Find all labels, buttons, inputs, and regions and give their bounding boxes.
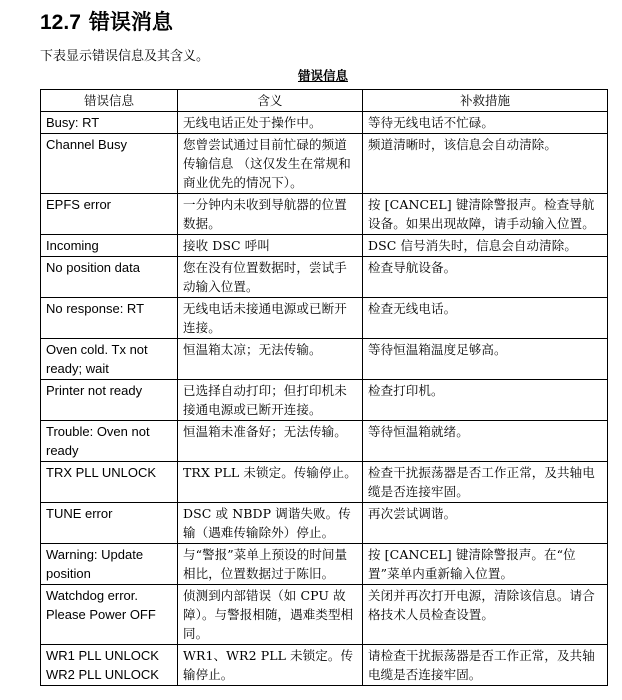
error-message-cell: Warning: Update position xyxy=(41,544,178,585)
meaning-cell: DSC 或 NBDP 调谐失败。传输（遇难传输除外）停止。 xyxy=(178,503,363,544)
section-heading xyxy=(40,6,173,36)
remedy-cell: 检查干扰振荡器是否工作正常，及共轴电缆是否连接牢固。 xyxy=(363,462,608,503)
meaning-cell: 无线电话正处于操作中。 xyxy=(178,112,363,134)
error-message-cell: Channel Busy xyxy=(41,134,178,194)
meaning-cell: 您曾尝试通过目前忙碌的频道传输信息 （这仅发生在常规和商业优先的情况下）。 xyxy=(178,134,363,194)
error-message-cell: WR1 PLL UNLOCK WR2 PLL UNLOCK xyxy=(41,645,178,686)
remedy-cell: 按 [CANCEL] 键清除警报声。检查导航设备。如果出现故障，请手动输入位置。 xyxy=(363,194,608,235)
table-row xyxy=(41,380,608,421)
meaning-cell: 恒温箱未准备好；无法传输。 xyxy=(178,421,363,462)
error-message-cell: TRX PLL UNLOCK xyxy=(41,462,178,503)
table-row xyxy=(41,134,608,194)
table-row xyxy=(41,585,608,645)
table-caption: 错误信息 xyxy=(297,68,348,83)
remedy-cell: DSC 信号消失时，信息会自动清除。 xyxy=(363,235,608,257)
meaning-cell: 一分钟内未收到导航器的位置数据。 xyxy=(178,194,363,235)
meaning-cell: 恒温箱太凉；无法传输。 xyxy=(178,339,363,380)
table-row xyxy=(41,235,608,257)
meaning-cell: 接收 DSC 呼叫 xyxy=(178,235,363,257)
remedy-cell: 等待无线电话不忙碌。 xyxy=(363,112,608,134)
remedy-cell: 等待恒温箱就绪。 xyxy=(363,421,608,462)
error-message-cell: Printer not ready xyxy=(41,380,178,421)
error-message-cell: Trouble: Oven not ready xyxy=(41,421,178,462)
table-row xyxy=(41,462,608,503)
table-row xyxy=(41,194,608,235)
error-message-cell: Incoming xyxy=(41,235,178,257)
remedy-cell: 检查导航设备。 xyxy=(363,257,608,298)
meaning-cell: 与“警报”菜单上预设的时间量相比，位置数据过于陈旧。 xyxy=(178,544,363,585)
meaning-cell: TRX PLL 未锁定。传输停止。 xyxy=(178,462,363,503)
table-row xyxy=(41,112,608,134)
error-message-cell: TUNE error xyxy=(41,503,178,544)
remedy-cell: 再次尝试调谐。 xyxy=(363,503,608,544)
intro-text: 下表显示错误信息及其含义。 xyxy=(40,49,210,64)
error-message-cell: Busy: RT xyxy=(41,112,178,134)
header-message: 错误信息 xyxy=(41,90,178,112)
error-message-cell: No position data xyxy=(41,257,178,298)
remedy-cell: 等待恒温箱温度足够高。 xyxy=(363,339,608,380)
table-row xyxy=(41,339,608,380)
section-number: 12.7 xyxy=(40,11,81,34)
table-row xyxy=(41,298,608,339)
meaning-cell: 已选择自动打印；但打印机未接通电源或已断开连接。 xyxy=(178,380,363,421)
meaning-cell: 您在没有位置数据时，尝试手动输入位置。 xyxy=(178,257,363,298)
remedy-cell: 检查无线电话。 xyxy=(363,298,608,339)
remedy-cell: 检查打印机。 xyxy=(363,380,608,421)
table-row xyxy=(41,544,608,585)
table-header-row xyxy=(41,90,608,112)
error-message-cell: Watchdog error. Please Power OFF xyxy=(41,585,178,645)
header-remedy: 补救措施 xyxy=(363,90,608,112)
section-title: 错误消息 xyxy=(88,11,173,34)
remedy-cell: 请检查干扰振荡器是否工作正常，及共轴电缆是否连接牢固。 xyxy=(363,645,608,686)
table-row xyxy=(41,257,608,298)
remedy-cell: 按 [CANCEL] 键清除警报声。在“位置”菜单内重新输入位置。 xyxy=(363,544,608,585)
meaning-cell: 无线电话未接通电源或已断开连接。 xyxy=(178,298,363,339)
error-message-cell: Oven cold. Tx not ready; wait xyxy=(41,339,178,380)
meaning-cell: WR1、WR2 PLL 未锁定。传输停止。 xyxy=(178,645,363,686)
header-meaning: 含义 xyxy=(178,90,363,112)
error-message-cell: No response: RT xyxy=(41,298,178,339)
remedy-cell: 频道清晰时，该信息会自动清除。 xyxy=(363,134,608,194)
remedy-cell: 关闭并再次打开电源，清除该信息。请合格技术人员检查设置。 xyxy=(363,585,608,645)
table-row xyxy=(41,421,608,462)
meaning-cell: 侦测到内部错误（如 CPU 故障）。与警报相随，遇难类型相同。 xyxy=(178,585,363,645)
error-message-cell: EPFS error xyxy=(41,194,178,235)
table-row xyxy=(41,645,608,686)
error-message-table xyxy=(40,89,608,686)
table-row xyxy=(41,503,608,544)
